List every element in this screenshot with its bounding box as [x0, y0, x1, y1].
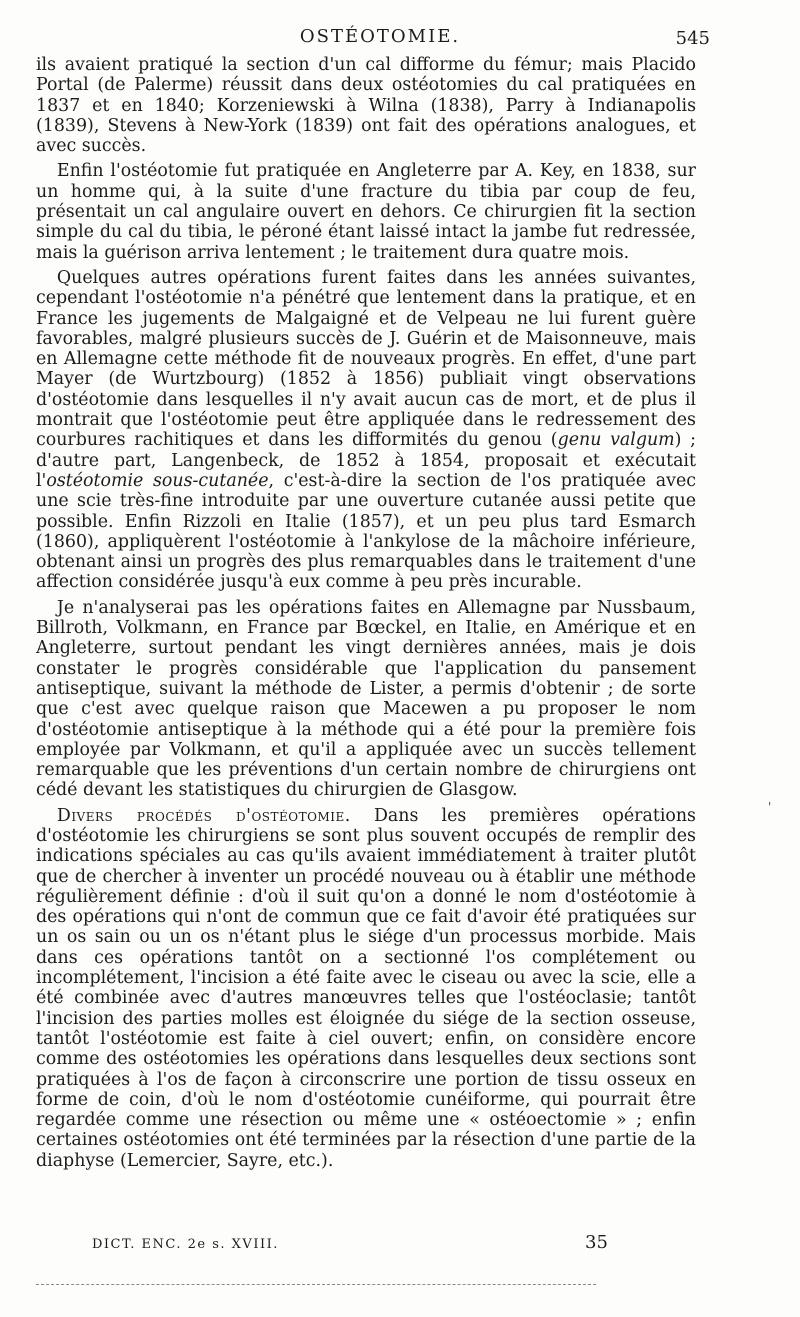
- footer-sheet-number: 35: [585, 1232, 608, 1253]
- bottom-dashed-rule: [36, 1284, 596, 1285]
- paragraph-5: [36, 806, 696, 1171]
- stray-mark: ': [768, 800, 772, 814]
- paragraph-5-text: Dans les premières opérations d'ostéotomie les chirurgiens se sont plus souvent occupés de remplir des indications spéciales au cas qu'ils avaient immédiatement à traiter plutôt que de chercher à inventer un procédé nouveau ou à établir une méthode régulièrement définie : d'où il suit qu'on a donné le nom d'ostéotomie à des opérations qui n'ont de commun que ce fait d'avoir été pratiquées sur un os sain ou un os n'étant plus le siége d'un processus morbide. Mais dans ces opérations tantôt on a sectionné l'os complétement ou incomplétement, l'incision a été faite avec le ciseau ou avec la scie, elle a été combinée avec d'autres manœuvres telles que l'ostéoclasie; tantôt l'incision des parties molles est éloignée du siége de la section osseuse, tantôt l'ostéotomie est faite à ciel ouvert; enfin, on considère encore comme des ostéotomies les opérations dans lesquelles deux sections sont pratiquées à l'os de façon à circonscrire une portion de tissu osseux en forme de coin, d'où le nom d'ostéotomie cunéiforme, qui pourrait être regardée comme une résection ou même une « ostéoectomie » ; enfin certaines ostéotomies ont été terminées par la résection d'une partie de la diaphyse (Lemercier, Sayre, etc.).: [36, 805, 696, 1171]
- footer-signature: DICT. ENC. 2e s. XVIII.: [92, 1237, 279, 1252]
- running-title: OSTÉOTOMIE.: [299, 26, 461, 47]
- section-heading-divers-procedes: Divers procédés d'ostéotomie.: [56, 805, 351, 826]
- paragraph-3-part-b: ) ; d'autre part, Langenbeck, de 1852 à 1854, proposait et exécutait l': [36, 430, 697, 491]
- paragraph-3: [36, 268, 696, 593]
- body-text: [36, 55, 696, 1176]
- paragraph-3-part-a: Quelques autres opérations furent faites dans les années suivantes, cependant l'ostéotomie n'a pénétré que lentement dans la pratique, et en France les jugements de Malgaigné et de Velpeau ne lui furent guère favorables, malgré plusieurs succès de J. Guérin et de Maisonneuve, mais en Allemagne cette méthode fit de nouveaux progrès. En effet, d'une part Mayer (de Wurtzbourg) (1852 à 1856) publiait vingt observations d'ostéotomie dans lesquelles il n'y avait aucun cas de mort, et de plus il montrait que l'ostéotomie peut être appliquée dans le redressement des courbures rachitiques et dans les difformités du genou (: [36, 267, 696, 451]
- paragraph-1: ils avaient pratiqué la section d'un cal difforme du fémur; mais Placido Portal (de Palerme) réussit dans deux ostéotomies du cal pratiquées en 1837 et en 1840; Korzeniewski à Wilna (1838), Parry à Indianapolis (1839), Stevens à New-York (1839) ont fait des opérations analogues, et avec succès.: [36, 55, 696, 157]
- paragraph-3-italic-osteotomie-sous-cutanee: ostéotomie sous-cutanée: [46, 470, 269, 491]
- page-number: 545: [675, 28, 710, 49]
- paragraph-3-italic-genu-valgum: genu valgum: [557, 430, 675, 451]
- paragraph-4: Je n'analyserai pas les opérations faites en Allemagne par Nussbaum, Billroth, Volkmann, en France par Bœckel, en Italie, en Amérique et en Angleterre, surtout pendant les vingt dernières années, mais je dois constater le progrès considérable que l'application du pansement antiseptique, suivant la méthode de Lister, a permis d'obtenir ; de sorte que c'est avec quelque raison que Macewen a pu proposer le nom d'ostéotomie antiseptique à la méthode qui a été pour la première fois employée par Volkmann, et qu'il a appliquée avec un succès tellement remarquable que les préventions d'un certain nombre de chirurgiens ont cédé devant les statistiques du chirurgien de Glasgow.: [36, 597, 696, 801]
- paragraph-2: Enfin l'ostéotomie fut pratiquée en Angleterre par A. Key, en 1838, sur un homme qui, à la suite d'une fracture du tibia par coup de feu, présentait un cal angulaire ouvert en dehors. Ce chirurgien fit la section simple du cal du tibia, le péroné étant laissé intact la jambe fut redressée, mais la guérison arriva lentement ; le traitement dura quatre mois.: [36, 161, 696, 263]
- paragraph-3-part-c: , c'est-à-dire la section de l'os pratiquée avec une scie très-fine introduite par une ouverture cutanée aussi petite que possible. Enfin Rizzoli en Italie (1857), et un peu plus tard Esmarch (1860), appliquèrent l'ostéotomie à l'ankylose de la mâchoire inférieure, obtenant ainsi un progrès des plus remarquables dans le traitement d'une affection considérée jusqu'à eux comme à peu près incurable.: [36, 470, 696, 593]
- page-header: [50, 22, 710, 52]
